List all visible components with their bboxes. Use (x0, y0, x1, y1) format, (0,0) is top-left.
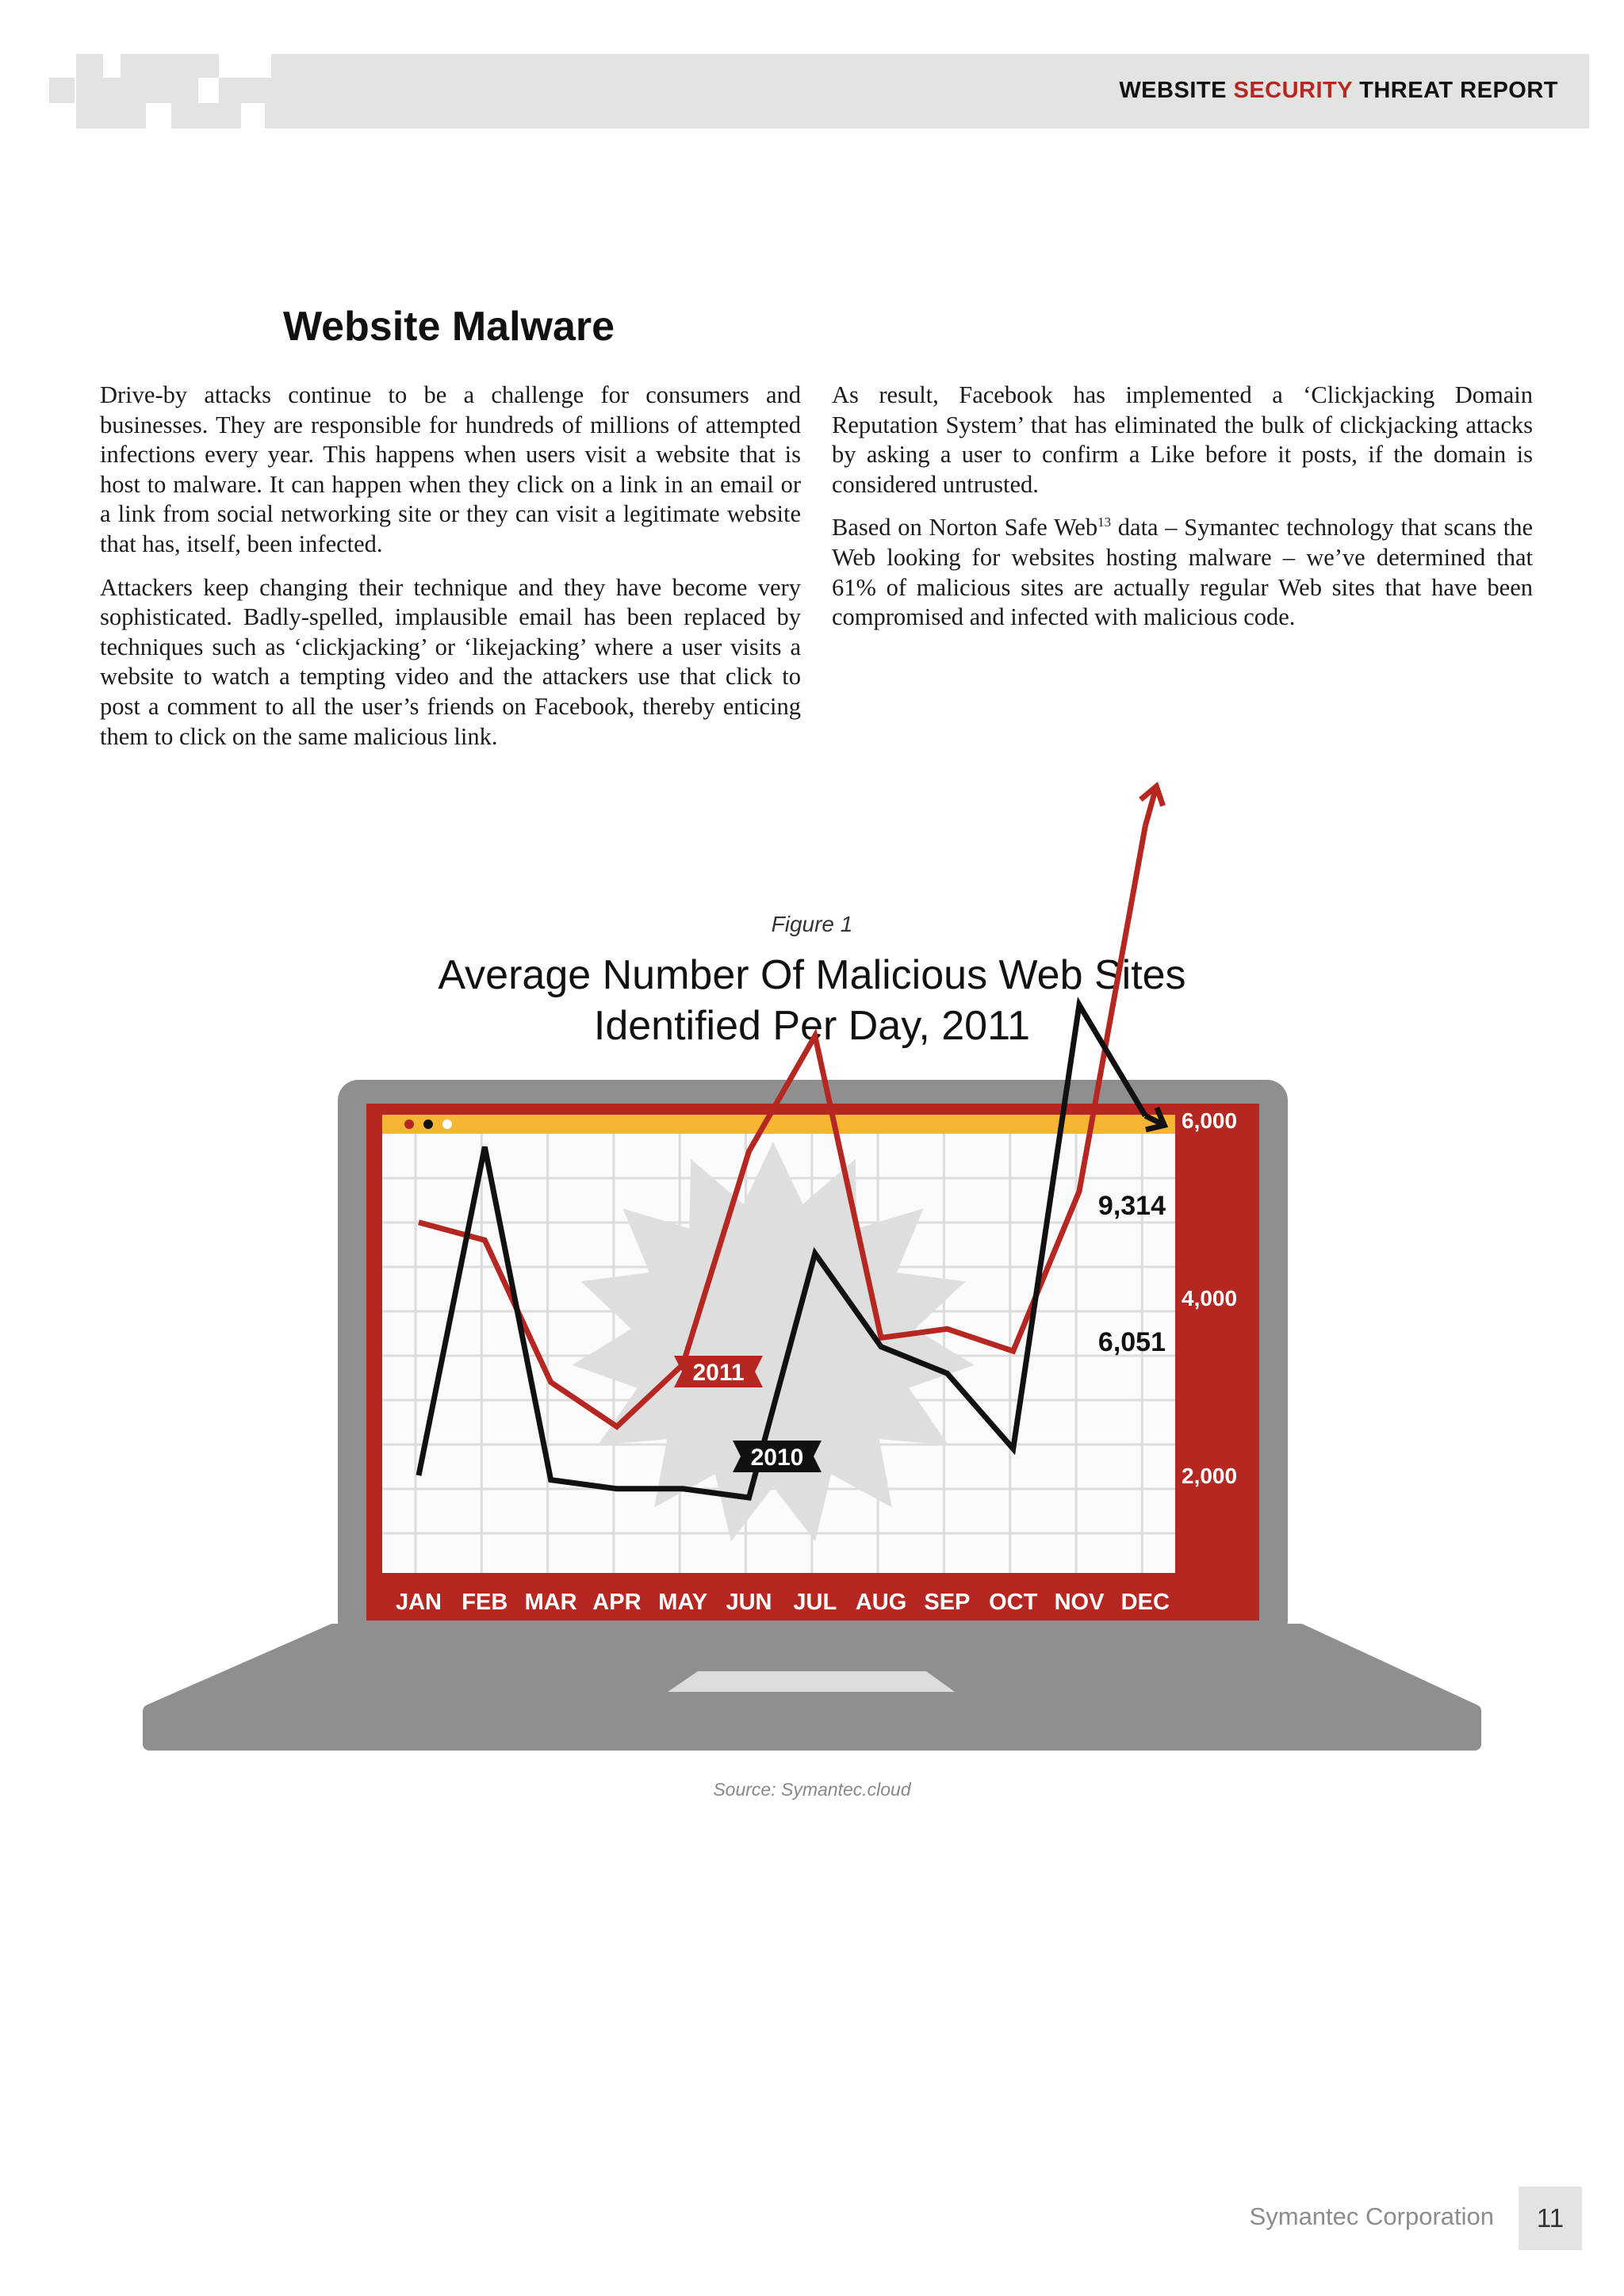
x-tick-label: JUL (793, 1590, 837, 1615)
y-tick-label: 4,000 (1182, 1286, 1238, 1311)
browser-bar (382, 1115, 1175, 1134)
x-tick-label: APR (592, 1590, 642, 1615)
window-dot-icon (442, 1119, 452, 1129)
figure-label: Figure 1 (771, 912, 853, 936)
body-left-column (100, 381, 801, 765)
footnote-ref[interactable]: 13 (1097, 515, 1112, 530)
y-tick-label: 6,000 (1182, 1108, 1238, 1133)
body-text: data – Symantec technology that scans the Web looking for websites hosting malware – we’ve determined that 61% of malicious sites are actually regular Web sites that have been compromised and infected with malicious code. (832, 514, 1533, 631)
x-tick-label: FEB (462, 1590, 508, 1615)
figure-title-line: Average Number Of Malicious Web Sites (438, 952, 1186, 998)
y-tick-label: 10,000 (1182, 753, 1250, 778)
x-tick-label: AUG (855, 1590, 907, 1615)
body-text: Based on Norton Safe Web (832, 514, 1098, 541)
footer-company: Symantec Corporation (1249, 2202, 1494, 2230)
x-tick-label: OCT (989, 1590, 1038, 1615)
report-title-part1: WEBSITE (1119, 78, 1234, 103)
y-tick-label: 8,000 (1182, 931, 1238, 955)
report-title-accent: SECURITY (1233, 78, 1353, 103)
x-tick-label: JAN (395, 1590, 442, 1615)
body-paragraph (832, 513, 1533, 632)
body-paragraph: Attackers keep changing their technique and they have become very sophisticated. Badly-spelled, implausible email has been replaced by techniques such as ‘clickjacking’ or ‘likejacking’ where a user visits a website to watch a tempting video and the attackers use that click to post a comment to all the user’s friends on Facebook, thereby enticing them to click on the same malicious link. (100, 573, 801, 750)
body-paragraph: Drive-by attacks continue to be a challenge for consumers and businesses. They are responsible for hundreds of millions of attempted infections every year. This happens when users visit a website that is host to malware. It can happen when they click on a link in an email or a link from social networking site or they can visit a legitimate website that has, itself, been infected. (100, 381, 801, 557)
page-number: 11 (1519, 2187, 1582, 2250)
data-label-2010: 6,051 (1097, 1327, 1166, 1357)
x-tick-label: SEP (924, 1590, 971, 1615)
report-title-part2: THREAT REPORT (1352, 78, 1558, 103)
series-2011-tag-label: 2011 (692, 1360, 745, 1386)
x-tick-label: MAR (524, 1590, 577, 1615)
x-tick-label: DEC (1120, 1590, 1170, 1615)
laptop-trackpad (668, 1671, 955, 1692)
x-tick-label: JUN (726, 1590, 772, 1615)
window-dot-icon (423, 1119, 433, 1129)
body-right-column (832, 381, 1533, 646)
data-label-2011: 9,314 (1097, 1191, 1166, 1221)
body-paragraph: As result, Facebook has implemented a ‘Clickjacking Domain Reputation System’ that has eliminated the bulk of clickjacking attacks by asking a user to confirm a Like before it posts, if the domain is considered untrusted. (832, 381, 1533, 498)
window-dot-icon (404, 1119, 414, 1129)
figure-source: Source: Symantec.cloud (713, 1779, 911, 1800)
figure-title-line: Identified Per Day, 2011 (593, 1003, 1031, 1049)
section-title: Website Malware (282, 304, 615, 350)
y-tick-label: 2,000 (1182, 1464, 1238, 1488)
x-tick-label: MAY (658, 1590, 708, 1615)
series-2010-tag-label: 2010 (750, 1445, 804, 1471)
x-tick-label: NOV (1054, 1590, 1105, 1615)
report-title (1119, 78, 1558, 104)
